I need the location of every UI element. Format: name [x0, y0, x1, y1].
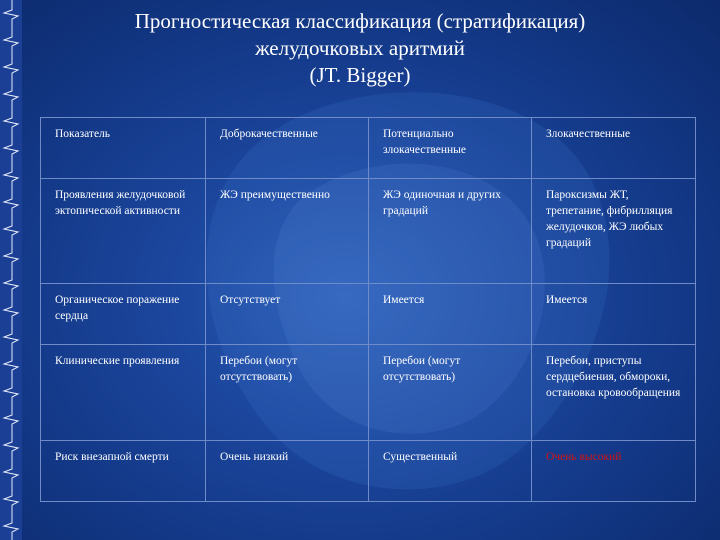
table-cell: Риск внезапной смерти [41, 441, 206, 502]
table-cell: Пароксизмы ЖТ, трепетание, фибрилляция желудочков, ЖЭ любых градаций [532, 179, 696, 284]
title-line-2: желудочковых аритмий [255, 36, 465, 60]
slide-title [30, 8, 690, 89]
table-cell: Перебои, приступы сердцебиения, обмороки, остановка кровообращения [532, 345, 696, 441]
table-cell-danger: Очень высокий [532, 441, 696, 502]
table-cell: Отсутствует [206, 284, 369, 345]
table-cell: Проявления желудочковой эктопической активности [41, 179, 206, 284]
table-cell: Перебои (могут отсутствовать) [369, 345, 532, 441]
table-cell: ЖЭ одиночная и других градаций [369, 179, 532, 284]
header-cell: Доброкачественные [206, 118, 369, 179]
title-line-1: Прогностическая классификация (стратификация) [134, 9, 586, 33]
table-cell: Перебои (могут отсутствовать) [206, 345, 369, 441]
classification-table [40, 117, 696, 502]
table-cell: Имеется [369, 284, 532, 345]
header-cell: Потенциально злокачественные [369, 118, 532, 179]
title-line-3: (JT. Bigger) [309, 63, 411, 87]
header-cell: Показатель [41, 118, 206, 179]
table-row [41, 284, 696, 345]
table-row [41, 345, 696, 441]
table-cell: Имеется [532, 284, 696, 345]
ecg-strip-decoration [0, 0, 22, 540]
table-row [41, 179, 696, 284]
header-cell: Злокачественные [532, 118, 696, 179]
table-cell: Очень низкий [206, 441, 369, 502]
table-cell: ЖЭ преимущественно [206, 179, 369, 284]
table-row [41, 441, 696, 502]
table-cell: Органическое поражение сердца [41, 284, 206, 345]
table-header-row [41, 118, 696, 179]
table-cell: Клинические проявления [41, 345, 206, 441]
table-cell: Существенный [369, 441, 532, 502]
